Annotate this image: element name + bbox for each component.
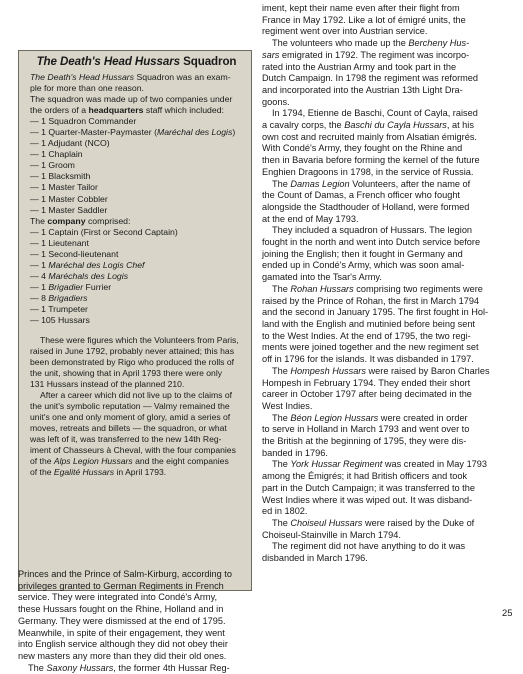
text-line: a cavalry corps, the Baschi du Cayla Hussars, at his [262, 120, 474, 131]
text-line: They included a squadron of Hussars. The legion [272, 225, 473, 236]
list-item: — 1 Second-lieutenant [30, 248, 119, 259]
list-item: — 1 Maréchal des Logis Chef [30, 259, 145, 270]
text-line: The volunteers who made up the Bercheny Hus- [272, 38, 470, 49]
sidebar-title-italic: The Death's Head Hussars [36, 55, 180, 68]
text-line: The Béon Legion Hussars were created in order [272, 412, 468, 423]
text-line: iment of Chasseurs à Cheval, with the four companies [30, 445, 236, 456]
list-item: — 4 Maréchals des Logis [30, 270, 129, 281]
headquarters-term: headquarters [88, 105, 144, 116]
list-item: — 1 Trumpeter [30, 303, 88, 314]
text-line: In 1794, Etienne de Baschi, Count of Cayla, raised [272, 108, 478, 119]
list-item: — 1 Adjudant (NCO) [30, 138, 110, 149]
text-line: rated into the Austrian Army and took part in the [262, 61, 457, 72]
text-line: West Indies where it was wiped out. It was disband- [262, 494, 473, 505]
intro-line: The squadron was made up of two companies under [30, 94, 233, 105]
list-item: — 8 Brigadiers [30, 292, 88, 303]
text-line: joining the English; then it fought in Germany and [262, 248, 463, 259]
text-line: of the Alps Legion Hussars and the eight companies [30, 456, 229, 467]
text-line: The Saxony Hussars, the former 4th Hussar Reg- [28, 662, 230, 673]
text-line: and the second in January 1795. The first fought in Hol- [262, 307, 489, 318]
intro-line: Squadron was an exam- [134, 72, 231, 82]
list-item: — 1 Master Tailor [30, 182, 98, 193]
intro-line: the orders of a [30, 105, 89, 116]
right-column [262, 3, 505, 565]
text-line: service. They were integrated into Condé's Army, [18, 592, 218, 603]
list-item: — 105 Hussars [30, 315, 90, 326]
text-line: disbanded in March 1796. [262, 553, 368, 564]
text-line: 131 Hussars instead of the planned 210. [30, 379, 185, 390]
hq-staff-list [30, 116, 243, 215]
text-line: these Hussars fought on the Rhine, Holland and in [18, 604, 224, 615]
text-line: France in May 1792. Like a lot of émigré units, the [262, 14, 466, 25]
text-line: the unit's symbolic reputation — Valmy remained the [30, 401, 230, 412]
text-line: iment, kept their name even after their flight from [262, 3, 460, 13]
text-line: After a career which did not live up to the claims of [40, 390, 233, 401]
list-item: — 1 Quarter-Master-Paymaster (Maréchal des Logis) [30, 127, 236, 138]
text-line: Meanwhile, in spite of their engagement, they went [18, 627, 225, 638]
text-line: raised in June 1792, probably never attained; this has [30, 346, 234, 357]
text-line: to serve in Holland in March 1793 and went over to [262, 424, 470, 435]
text-line: off in 1796 for the islands. It was disbanded in 1797. [262, 354, 474, 365]
text-line: alongside the Stadthouder of Holland, were formed [262, 201, 470, 212]
intro-line: ple for more than one reason. [30, 83, 144, 94]
text-line: to the West Indies. At the end of 1795, the two regi- [262, 330, 471, 341]
text-line: privileges granted to German Regiments in French [18, 580, 224, 591]
text-line: unit's one and only moment of glory, amid a series of [30, 412, 231, 423]
text-line: These were figures which the Volunteers from Paris, [40, 335, 239, 346]
left-column [18, 569, 252, 674]
text-line: raised by the Prince of Rohan, the first in March 1794 [262, 295, 480, 306]
text-line: ended up in Condé's Army, which was soon amal- [262, 260, 465, 271]
text-line: Hompesh in February 1794. They ended their short [262, 377, 471, 388]
text-line: The Damas Legion Volunteers, after the name of [272, 178, 471, 189]
text-line: of the Egalité Hussars in April 1793. [30, 467, 167, 478]
text-line: The York Hussar Regiment was created in May 1793 [272, 459, 488, 470]
text-line: at the end of May 1793. [262, 213, 359, 224]
list-item: — 1 Brigadier Furrier [30, 281, 112, 292]
text-line: Princes and the Prince of Salm-Kirburg, according to [18, 569, 232, 579]
text-line: been demonstrated by Rigo who produced the rolls of [30, 357, 234, 368]
text-line: new masters any more than they did their old ones. [18, 650, 227, 661]
text-line: among the Émigrés; it had British officers and took [262, 471, 468, 482]
company-line: The [30, 215, 48, 226]
text-line: ments were joined together and the new regiment set [262, 342, 479, 353]
text-line: The Rohan Hussars comprising two regiments were [272, 283, 483, 294]
text-line: the unit, showing that in April 1793 there were only [30, 368, 223, 379]
company-term: company [47, 215, 86, 226]
list-item: — 1 Groom [30, 160, 75, 171]
text-line: Enghien Dragoons in 1798, in the service of Russia. [262, 166, 474, 177]
text-line: moves, retreats and billets — the squadron, or what [30, 423, 227, 434]
text-line: Dutch Campaign. In 1798 the regiment was reformed [262, 73, 479, 84]
text-line: career in October 1797 after being decimated in the [262, 389, 472, 400]
sidebar-box [18, 50, 252, 591]
text-line: ed in 1802. [262, 506, 308, 517]
text-line: the British at the beginning of 1795, they were dis- [262, 436, 467, 447]
text-line: The Choiseul Hussars were raised by the Duke of [272, 517, 475, 528]
text-line: gamated into the Tsar's Army. [262, 272, 382, 283]
text-line: West Indies. [262, 400, 313, 411]
intro-line: staff which included: [143, 105, 224, 116]
text-line: With Condé's Army, they fought on the Rhine and [262, 143, 463, 154]
text-line: The Hompesh Hussars were raised by Baron Charles [272, 365, 490, 376]
text-line: regiment went over into Austrian service. [262, 26, 428, 37]
list-item: — 1 Chaplain [30, 149, 83, 160]
intro-unit-name: The Death's Head Hussars [30, 72, 135, 82]
text-line: part in the Dutch Campaign; it was transferred to the [262, 482, 475, 493]
list-item: — 1 Master Cobbler [30, 193, 108, 204]
list-item: — 1 Blacksmith [30, 171, 91, 182]
text-line: Choiseul-Stainville in March 1794. [262, 529, 401, 540]
company-list [30, 227, 243, 326]
text-line: and incorporated into the Austrian 13th Light Dra- [262, 84, 463, 95]
sidebar-paragraphs [30, 335, 243, 478]
text-line: fought in the north and went into Dutch service before [262, 237, 481, 248]
page-number: 25 [502, 607, 513, 618]
sidebar-title [30, 55, 243, 68]
list-item: — 1 Lieutenant [30, 237, 89, 248]
text-line: then in Bavaria before forming the kernel of the future [262, 155, 480, 166]
sidebar-title-plain: Squadron [179, 55, 237, 68]
text-line: Germany. They were dismissed at the end of 1795. [18, 615, 226, 626]
text-line: sars emigrated in 1792. The regiment was incorpo- [262, 49, 470, 60]
text-line: banded in 1796. [262, 447, 328, 458]
text-line: The regiment did not have anything to do it was [272, 541, 466, 552]
text-line: the Count of Damas, a French officer who fought [262, 190, 460, 201]
list-item: — 1 Squadron Commander [30, 116, 137, 127]
list-item: — 1 Captain (First or Second Captain) [30, 226, 178, 237]
company-line: comprised: [85, 215, 131, 226]
text-line: goons. [262, 96, 290, 107]
list-item: — 1 Master Saddler [30, 204, 108, 215]
text-line: own cost and recruited mainly from Alsatian émigrés. [262, 131, 477, 142]
text-line: was left of it, was transferred to the new 14th Reg- [30, 434, 222, 445]
sidebar-intro [30, 72, 243, 326]
text-line: land with the English and mutinied before being sent [262, 318, 475, 329]
text-line: into English service although they did not obey their [18, 639, 228, 650]
